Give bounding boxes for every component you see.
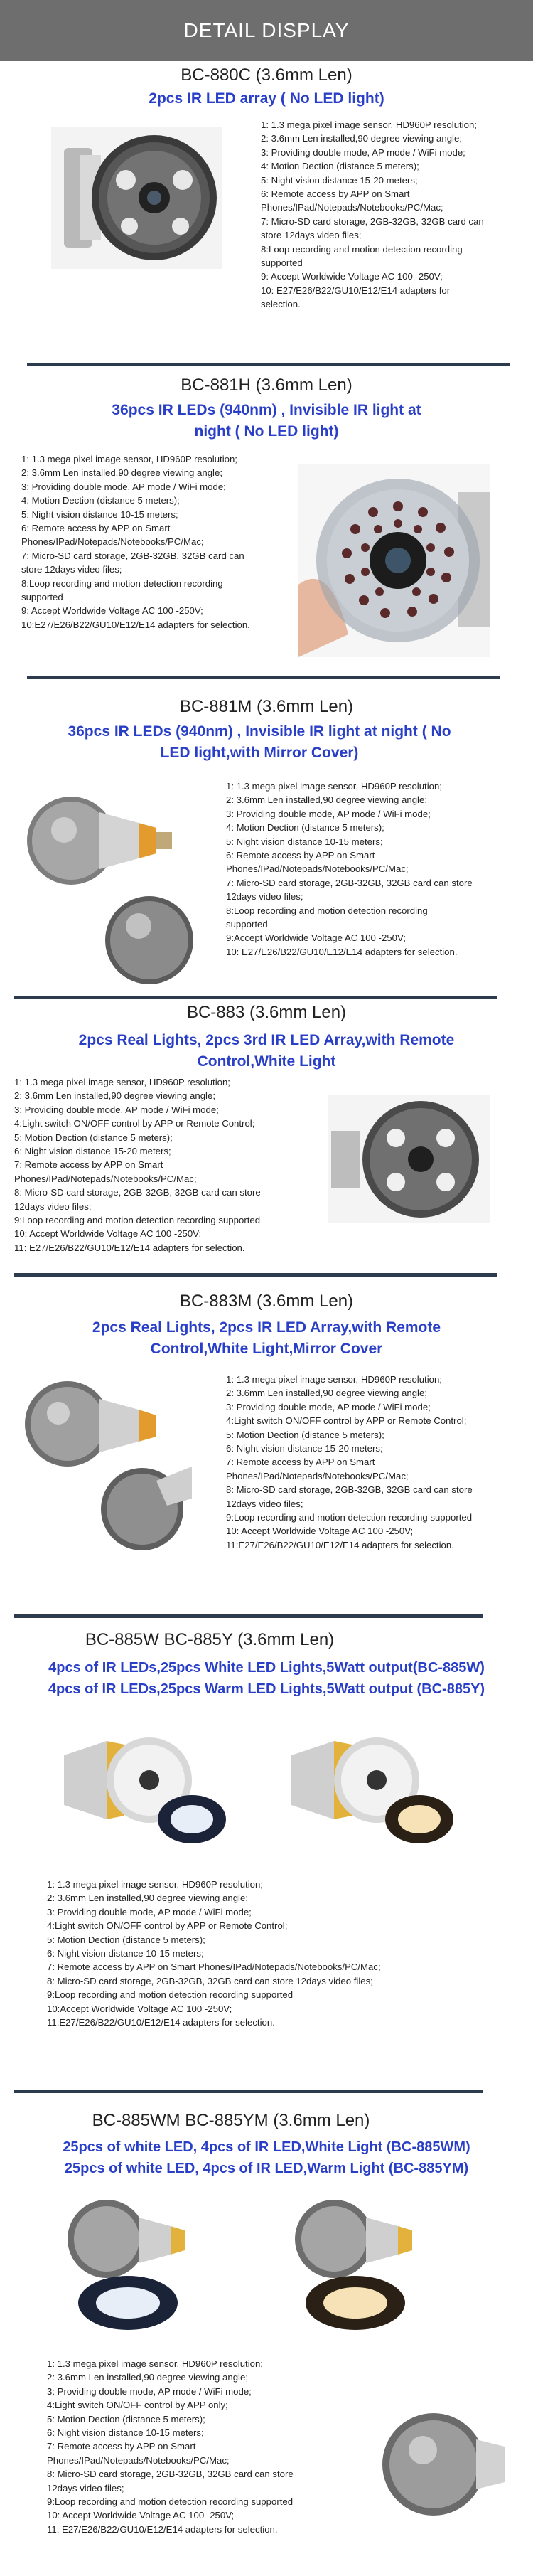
- product-image-885y: [284, 1713, 455, 1848]
- page-title: DETAIL DISPLAY: [183, 19, 350, 41]
- product-subtitle: 4pcs of IR LEDs,25pcs White LED Lights,5Watt output(BC-885W) 4pcs of IR LEDs,25pcs Warm LED Lights,5Watt output (BC-885Y): [48, 1660, 485, 1697]
- section-divider: [14, 2090, 483, 2093]
- spec-list: 1: 1.3 mega pixel image sensor, HD960P resolution; 2: 3.6mm Len installed,90 degree viewing angle; 3: Providing double mode, AP mode / WiFi mode; 4:Light switch ON/OFF control by APP or Remote Control; 5: Motion Dection (distance 5 meters); 6: Night vision distance 15-20 meters; 7: Remote access by APP on Smart Phones/IPad/Notepads/Notebooks/PC/Mac; 8: Micro-SD card storage, 2GB-32GB, 32GB card can store 12days video files; 9:Loop recording and motion detection recording supported 10: Accept Worldwide Voltage AC 100 -250V; 11:E27/E26/B22/GU10/E12/E14 adapters for selection.: [226, 1374, 473, 1550]
- model-title: BC-881M (3.6mm Len): [179, 697, 354, 716]
- product-subtitle: 36pcs IR LEDs (940nm) , Invisible IR light at night ( No LED light): [112, 402, 421, 440]
- product-image: [14, 784, 206, 997]
- product-image-885ym: [284, 2189, 455, 2331]
- model-title: BC-883M (3.6mm Len): [179, 1292, 354, 1311]
- section-divider: [14, 1614, 483, 1618]
- spec-list: 1: 1.3 mega pixel image sensor, HD960P resolution; 2: 3.6mm Len installed,90 degree viewing angle; 3: Providing double mode, AP mode / WiFi mode; 4: Motion Dection (distance 5 meters); 5: Night vision distance 15-20 meters; 6: Remote access by APP on Smart Phones/IPad/Notepads/Notebooks/PC/Mac; 7: Micro-SD card storage, 2GB-32GB, 32GB card can store 12days video files; 8:Loop recording and motion detection recording supported 9: Accept Worldwide Voltage AC 100 -250V; 10: E27/E26/B22/GU10/E12/E14 adapters for selection.: [261, 119, 484, 310]
- product-image-885wm: [57, 2189, 227, 2331]
- product-image: [328, 1095, 490, 1223]
- product-image-885w: [57, 1713, 227, 1848]
- product-image: [298, 464, 490, 657]
- spec-list: 1: 1.3 mega pixel image sensor, HD960P resolution; 2: 3.6mm Len installed,90 degree viewing angle; 3: Providing double mode, AP mode / WiFi mode; 4:Light switch ON/OFF control by APP or Remote Control; 5: Motion Dection (distance 5 meters); 6: Night vision distance 15-20 meters; 7: Remote access by APP on Smart Phones/IPad/Notepads/Notebooks/PC/Mac; 8: Micro-SD card storage, 2GB-32GB, 32GB card can store 12days video files; 9:Loop recording and motion detection recording supported 10: Accept Worldwide Voltage AC 100 -250V; 11: E27/E26/B22/GU10/E12/E14 adapters for selection.: [14, 1077, 261, 1253]
- spec-list: 1: 1.3 mega pixel image sensor, HD960P resolution; 2: 3.6mm Len installed,90 degree viewing angle; 3: Providing double mode, AP mode / WiFi mode; 4:Light switch ON/OFF control by APP only; 5: Motion Dection (distance 5 meters); 6: Night vision distance 10-15 meters; 7: Remote access by APP on Smart Phones/IPad/Notepads/Notebooks/PC/Mac; 8: Micro-SD card storage, 2GB-32GB, 32GB card can store 12days video files; 9:Loop recording and motion detection recording supported 10: Accept Worldwide Voltage AC 100 -250V; 11: E27/E26/B22/GU10/E12/E14 adapters for selection.: [47, 2358, 294, 2535]
- product-subtitle: 2pcs IR LED array ( No LED light): [149, 90, 384, 107]
- product-subtitle: 36pcs IR LEDs (940nm) , Invisible IR light at night ( No LED light,with Mirror Cover): [68, 723, 451, 761]
- page-header: [0, 0, 533, 61]
- section-divider: [14, 1273, 497, 1277]
- product-image: [14, 1374, 206, 1559]
- model-title: BC-885W BC-885Y (3.6mm Len): [85, 1630, 335, 1649]
- product-subtitle: 25pcs of white LED, 4pcs of IR LED,White Light (BC-885WM) 25pcs of white LED, 4pcs of IR LED,Warm Light (BC-885YM): [63, 2139, 470, 2176]
- spec-list: 1: 1.3 mega pixel image sensor, HD960P resolution; 2: 3.6mm Len installed,90 degree viewing angle; 3: Providing double mode, AP mode / WiFi mode; 4:Light switch ON/OFF control by APP or Remote Control; 5: Motion Dection (distance 5 meters); 6: Night vision distance 10-15 meters; 7: Remote access by APP on Smart Phones/IPad/Notepads/Notebooks/PC/Mac; 8: Micro-SD card storage, 2GB-32GB, 32GB card can store 12days video files; 9:Loop recording and motion detection recording supported 10:Accept Worldwide Voltage AC 100 -250V; 11:E27/E26/B22/GU10/E12/E14 adapters for selection.: [47, 1879, 381, 2028]
- model-title: BC-880C (3.6mm Len): [181, 65, 352, 85]
- product-image-mirror-bulb: [377, 2397, 512, 2532]
- section-divider: [27, 676, 500, 679]
- product-image: [51, 127, 222, 269]
- model-title: BC-881H (3.6mm Len): [181, 376, 352, 395]
- product-subtitle: 2pcs Real Lights, 2pcs 3rd IR LED Array,with Remote Control,White Light: [78, 1032, 455, 1070]
- model-title: BC-885WM BC-885YM (3.6mm Len): [92, 2111, 370, 2130]
- model-title: BC-883 (3.6mm Len): [186, 1003, 347, 1022]
- spec-list: 1: 1.3 mega pixel image sensor, HD960P resolution; 2: 3.6mm Len installed,90 degree viewing angle; 3: Providing double mode, AP mode / WiFi mode; 4: Motion Dection (distance 5 meters); 5: Night vision distance 10-15 meters; 6: Remote access by APP on Smart Phones/IPad/Notepads/Notebooks/PC/Mac; 7: Micro-SD card storage, 2GB-32GB, 32GB card can store 12days video files; 8:Loop recording and motion detection recording supported 9: Accept Worldwide Voltage AC 100 -250V; 10:E27/E26/B22/GU10/E12/E14 adapters for selection.: [21, 454, 250, 630]
- section-divider: [14, 996, 497, 999]
- section-divider: [27, 363, 510, 366]
- product-subtitle: 2pcs Real Lights, 2pcs IR LED Array,with Remote Control,White Light,Mirror Cover: [92, 1319, 441, 1357]
- spec-list: 1: 1.3 mega pixel image sensor, HD960P resolution; 2: 3.6mm Len installed,90 degree viewing angle; 3: Providing double mode, AP mode / WiFi mode; 4: Motion Dection (distance 5 meters); 5: Night vision distance 10-15 meters; 6: Remote access by APP on Smart Phones/IPad/Notepads/Notebooks/PC/Mac; 7: Micro-SD card storage, 2GB-32GB, 32GB card can store 12days video files; 8:Loop recording and motion detection recording supported 9:Accept Worldwide Voltage AC 100 -250V; 10: E27/E26/B22/GU10/E12/E14 adapters for selection.: [226, 781, 473, 957]
